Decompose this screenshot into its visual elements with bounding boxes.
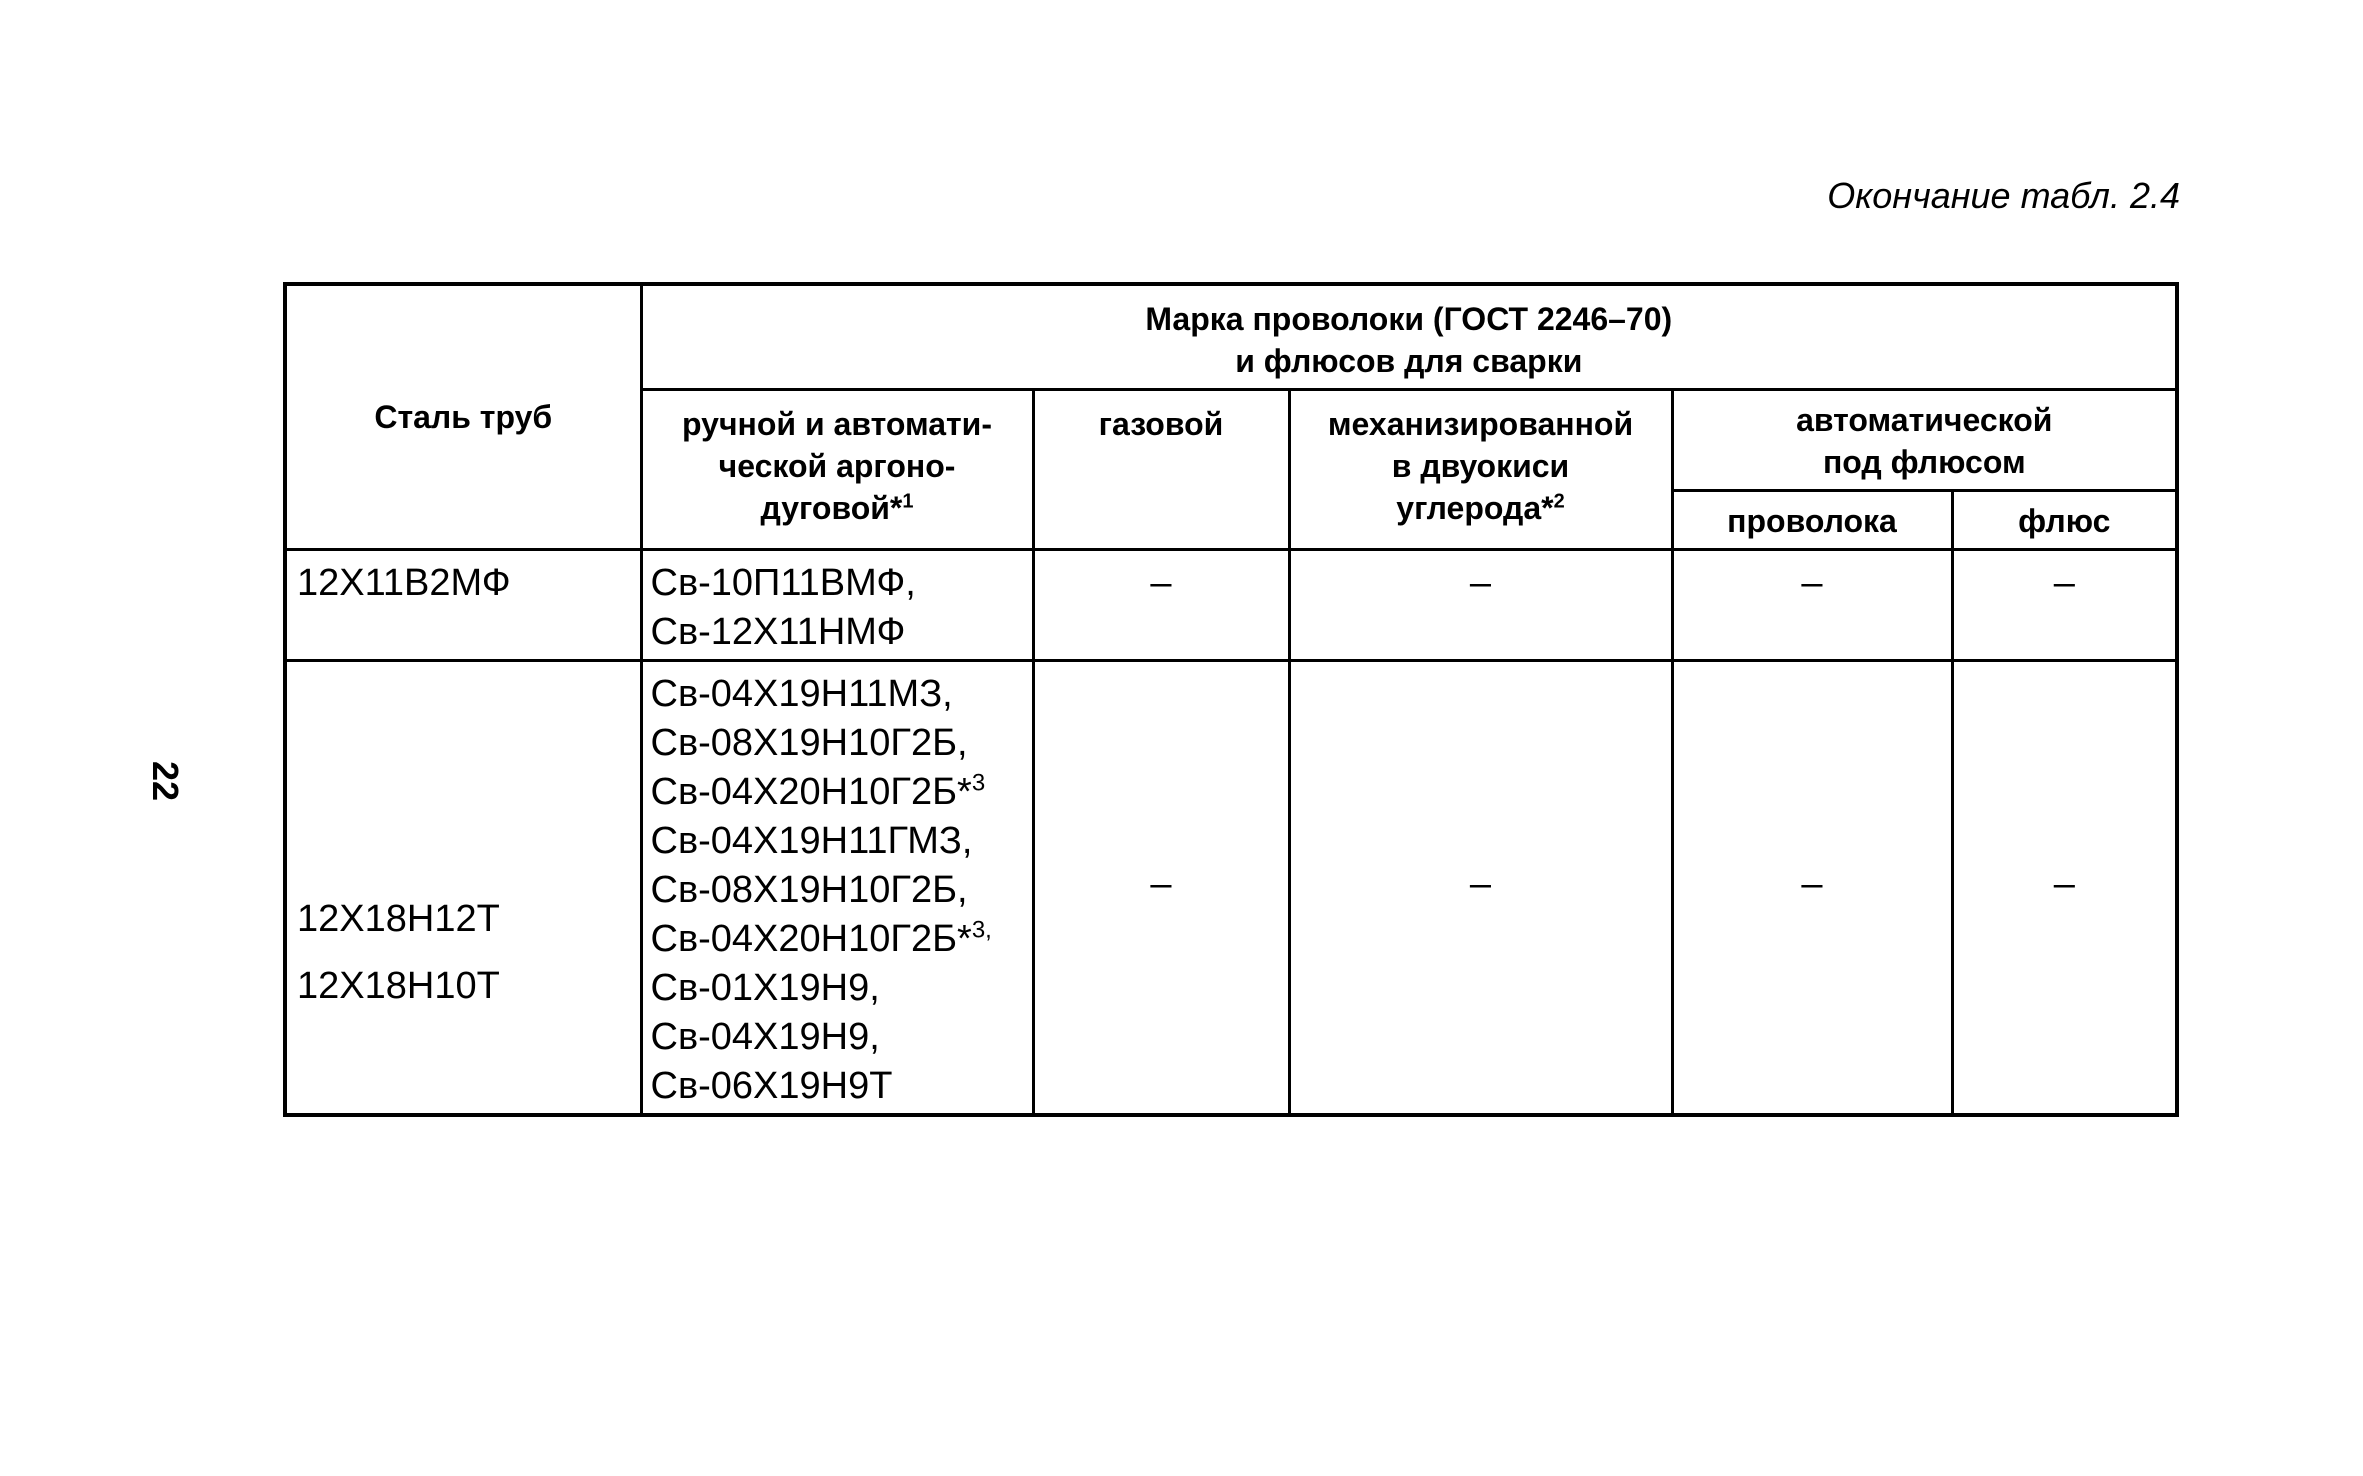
header-auto-wire (1672, 491, 1952, 550)
header-group-line1: Марка проволоки (ГОСТ 2246–70) (1145, 301, 1673, 337)
auto-wire-cell (1672, 550, 1952, 661)
table-caption: Окончание табл. 2.4 (1827, 175, 2180, 216)
dash-value: – (1801, 562, 1823, 604)
mech-cell (1289, 661, 1672, 1116)
welding-wire-table (283, 282, 2179, 1117)
header-manual-argon (641, 390, 1033, 550)
header-mechanized (1289, 390, 1672, 550)
mech-cell (1289, 550, 1672, 661)
table-row (285, 661, 2177, 1116)
header-mech-line1: механизированной (1327, 406, 1634, 442)
header-manual-line3: дуговой*$^1$ (760, 490, 914, 526)
header-automatic-flux (1672, 390, 2177, 491)
dash-value: – (1469, 863, 1492, 905)
steel-cell (285, 661, 641, 1116)
header-auto-line2: под флюсом (1822, 444, 2026, 480)
table-row (285, 550, 2177, 661)
gas-cell (1033, 550, 1289, 661)
header-auto-flux (1952, 491, 2177, 550)
steel-grade: 12Х18Н10Т (297, 964, 500, 1007)
header-mech-line2: в двуокиси (1391, 448, 1570, 484)
steel-grade: 12Х11В2МФ (297, 562, 511, 604)
gas-cell (1033, 661, 1289, 1116)
auto-flux-cell (1952, 550, 2177, 661)
footnote-mark-3: 3, (971, 916, 992, 944)
header-gas-label: газовой (1098, 406, 1224, 442)
wire-cell (641, 550, 1033, 661)
wire-grade: Св-04Х19Н11ГМЗ, (650, 820, 973, 862)
dash-value: – (2053, 562, 2075, 604)
header-mech-line3: углерода*$^2$ (1396, 490, 1565, 526)
auto-flux-cell (1952, 661, 2177, 1116)
wire-cell (641, 661, 1033, 1116)
page-number: 22 (145, 760, 187, 802)
dash-value: – (1150, 863, 1172, 905)
auto-wire-cell (1672, 661, 1952, 1116)
header-gas (1033, 390, 1289, 550)
header-manual-line1: ручной и автомати- (682, 406, 992, 442)
wire-grade: Св-04Х20Н10Г2Б*$^3$ (650, 769, 986, 813)
header-group-line2: и флюсов для сварки (1235, 343, 1583, 379)
dash-value: – (2053, 863, 2075, 905)
wire-grade: Св-01Х19Н9, (650, 967, 880, 1009)
wire-grade: Св-04Х20Н10Г2Б*$^{3,}$ (650, 916, 992, 960)
header-auto-flux-label: флюс (2018, 503, 2111, 539)
wire-grade: Св-06Х19Н9Т (650, 1065, 893, 1107)
header-wire-group (641, 284, 2177, 390)
steel-grade: 12Х18Н12Т (297, 897, 500, 940)
wire-grade: Св-08Х19Н10Г2Б, (650, 869, 968, 911)
footnote-mark-2: 2 (1553, 490, 1565, 513)
header-auto-wire-label: проволока (1727, 503, 1897, 539)
header-row-1 (285, 284, 2177, 390)
header-manual-line2: ческой аргоно- (718, 448, 956, 484)
wire-grade: Св-04Х19Н11МЗ, (650, 673, 953, 715)
footnote-mark-1: 1 (902, 490, 914, 513)
steel-cell (285, 550, 641, 661)
footnote-mark-3: 3 (971, 769, 986, 797)
wire-grade: Св-04Х19Н9, (650, 1016, 880, 1058)
header-steel-label: Сталь труб (374, 399, 553, 435)
wire-grade: Св-12Х11НМФ (650, 611, 906, 653)
header-auto-line1: автоматической (1796, 402, 2053, 438)
dash-value: – (1150, 562, 1172, 604)
wire-grade: Св-08Х19Н10Г2Б, (650, 722, 968, 764)
dash-value: – (1469, 562, 1492, 604)
wire-grade: Св-10П11ВМФ, (650, 562, 916, 604)
dash-value: – (1801, 863, 1823, 905)
header-steel (285, 284, 641, 550)
